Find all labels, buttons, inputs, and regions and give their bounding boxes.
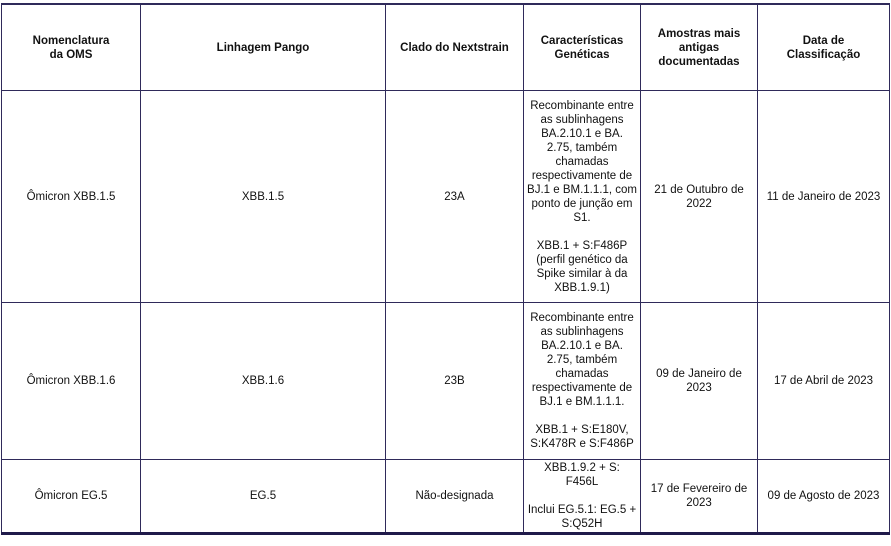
header-classification-label: Data de Classificação	[786, 34, 861, 61]
table-row	[2, 460, 890, 534]
genetics-description: Recombinante entre as sublinhagens BA.2.10.1 e BA. 2.75, também chamadas respectivamente de BJ.1 e BM.1.1.1, com ponto de junção em S1.	[527, 99, 637, 224]
cell-clade: 23B	[386, 303, 524, 460]
cell-oms: Ômicron XBB.1.6	[2, 303, 141, 460]
cell-oms: Ômicron XBB.1.5	[2, 91, 141, 303]
cell-pango: XBB.1.6	[141, 303, 386, 460]
cell-oms: Ômicron EG.5	[2, 460, 141, 534]
cell-genetics	[524, 91, 641, 303]
header-genetics	[524, 4, 641, 91]
header-classification	[758, 4, 890, 91]
cell-genetics	[524, 303, 641, 460]
genetics-description: XBB.1.9.2 + S: F456L	[544, 462, 620, 488]
header-genetics-label: Características Genéticas	[540, 34, 624, 61]
cell-samples: 17 de Fevereiro de 2023	[641, 460, 758, 534]
table-row	[2, 303, 890, 460]
header-samples-label: Amostras mais antigas documentadas	[657, 27, 741, 68]
table-row	[2, 91, 890, 303]
header-samples	[641, 4, 758, 91]
cell-samples: 09 de Janeiro de 2023	[641, 303, 758, 460]
header-clade	[386, 4, 524, 91]
header-pango	[141, 4, 386, 91]
cell-classification: 17 de Abril de 2023	[758, 303, 890, 460]
header-row	[2, 4, 890, 91]
cell-samples: 21 de Outubro de 2022	[641, 91, 758, 303]
header-oms-label: Nomenclatura da OMS	[32, 34, 110, 61]
cell-pango: EG.5	[141, 460, 386, 534]
cell-clade: Não-designada	[386, 460, 524, 534]
cell-pango: XBB.1.5	[141, 91, 386, 303]
genetics-mutations: XBB.1 + S:F486P (perfil genético da Spike similar à da XBB.1.9.1)	[536, 239, 628, 294]
cell-genetics	[524, 460, 641, 534]
genetics-description: Recombinante entre as sublinhagens BA.2.10.1 e BA. 2.75, também chamadas respectivamente de BJ.1 e BM.1.1.1.	[530, 312, 634, 408]
genetics-mutations: Inclui EG.5.1: EG.5 + S:Q52H	[527, 504, 637, 530]
variants-table	[1, 3, 890, 535]
cell-clade: 23A	[386, 91, 524, 303]
cell-classification: 09 de Agosto de 2023	[758, 460, 890, 534]
genetics-mutations: XBB.1 + S:E180V, S:K478R e S:F486P	[530, 424, 634, 450]
header-clade-label: Clado do Nextstrain	[400, 41, 509, 54]
header-oms	[2, 4, 141, 91]
cell-classification: 11 de Janeiro de 2023	[758, 91, 890, 303]
header-pango-label: Linhagem Pango	[216, 41, 310, 54]
